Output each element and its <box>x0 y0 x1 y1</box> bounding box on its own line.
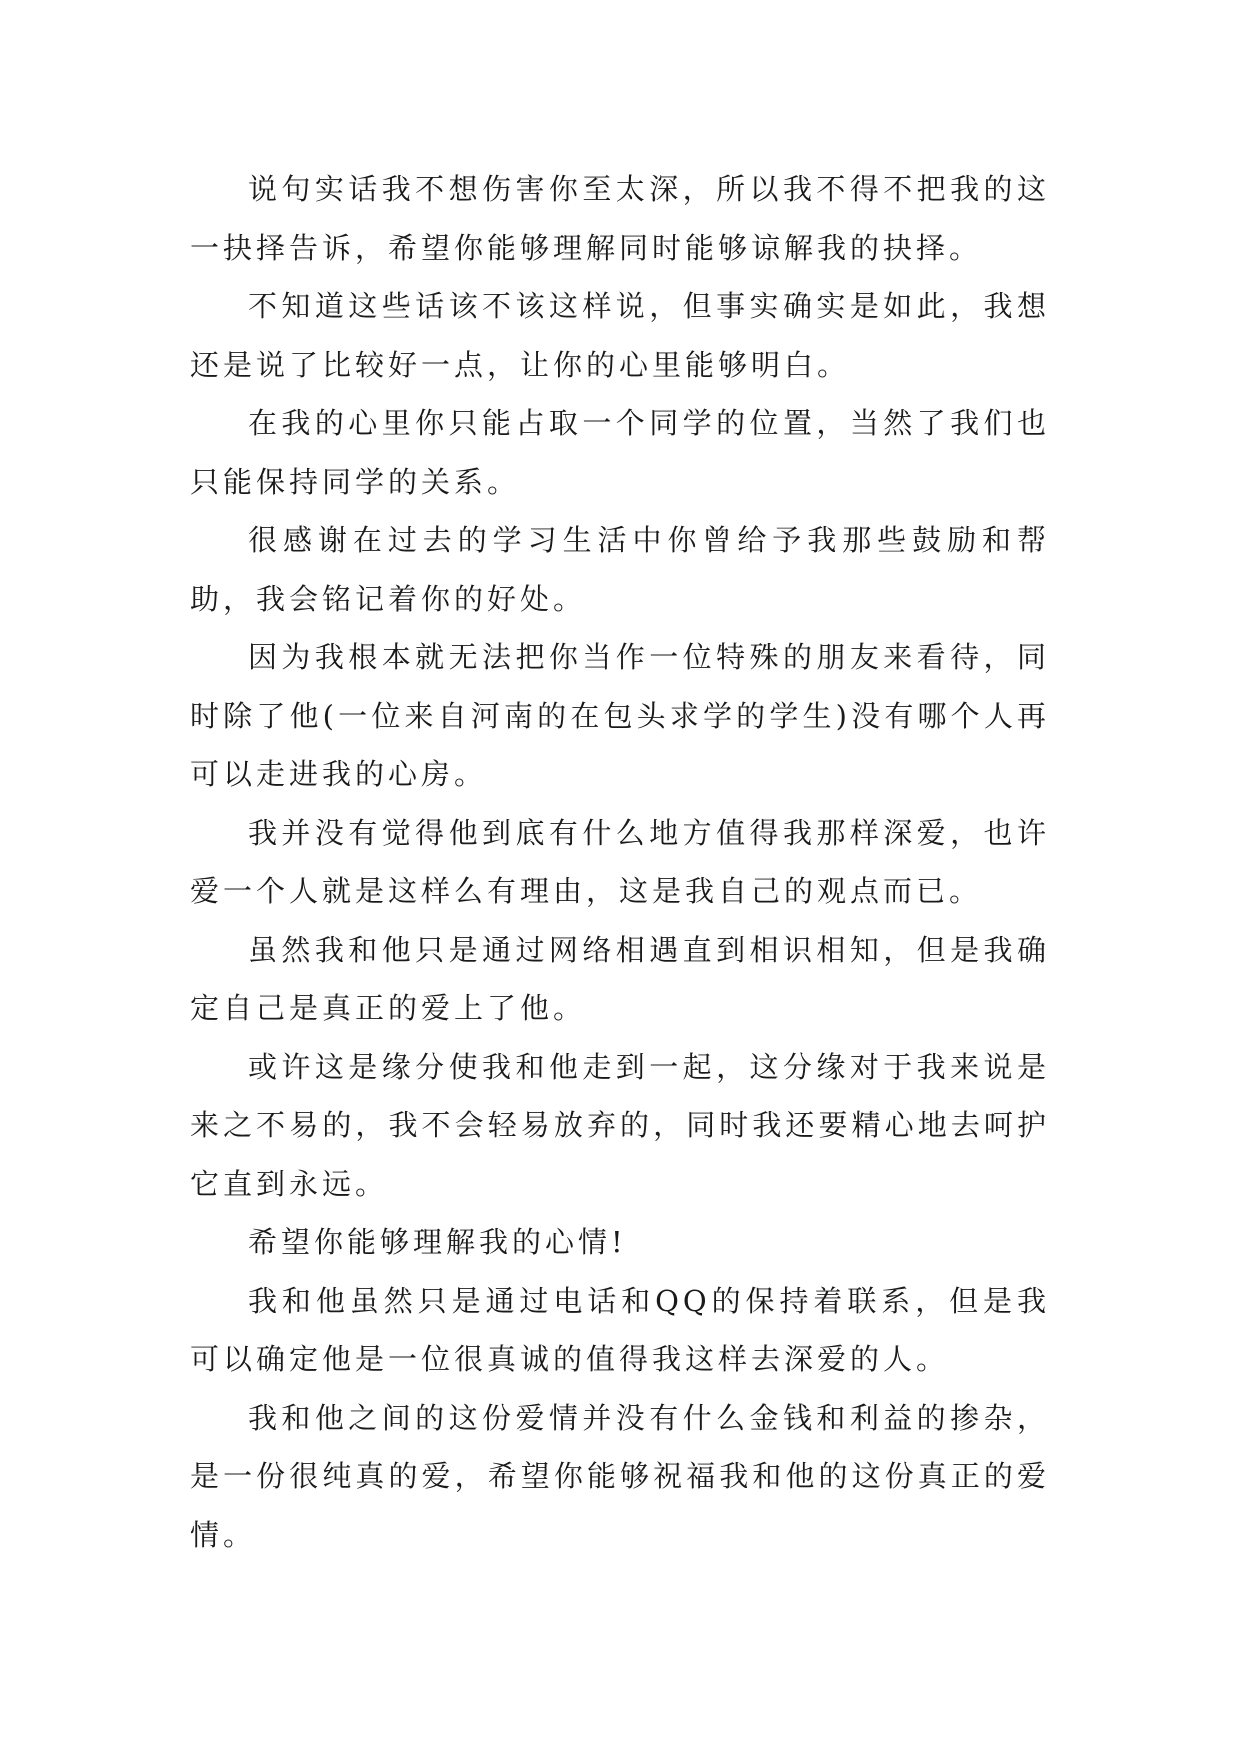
paragraph: 说句实话我不想伤害你至太深，所以我不得不把我的这一抉择告诉，希望你能够理解同时能够谅解我的抉择。 <box>190 172 1050 265</box>
paragraph: 在我的心里你只能占取一个同学的位置，当然了我们也只能保持同学的关系。 <box>190 406 1050 499</box>
document-body <box>190 160 1050 1564</box>
paragraph: 我和他之间的这份爱情并没有什么金钱和利益的掺杂，是一份很纯真的爱，希望你能够祝福我和他的这份真正的爱情。 <box>190 1400 1050 1552</box>
paragraph: 虽然我和他只是通过网络相遇直到相识相知，但是我确定自己是真正的爱上了他。 <box>190 932 1050 1025</box>
paragraph: 我并没有觉得他到底有什么地方值得我那样深爱，也许爱一个人就是这样么有理由，这是我自己的观点而已。 <box>190 815 1050 908</box>
paragraph: 或许这是缘分使我和他走到一起，这分缘对于我来说是来之不易的，我不会轻易放弃的，同时我还要精心地去呵护它直到永远。 <box>190 1049 1050 1201</box>
paragraph: 很感谢在过去的学习生活中你曾给予我那些鼓励和帮助，我会铭记着你的好处。 <box>190 523 1050 616</box>
paragraph: 因为我根本就无法把你当作一位特殊的朋友来看待，同时除了他(一位来自河南的在包头求学的学生)没有哪个人再可以走进我的心房。 <box>190 640 1050 791</box>
paragraph: 不知道这些话该不该这样说，但事实确实是如此，我想还是说了比较好一点，让你的心里能够明白。 <box>190 289 1050 382</box>
paragraph: 希望你能够理解我的心情! <box>248 1225 627 1259</box>
paragraph: 我和他虽然只是通过电话和QQ的保持着联系，但是我可以确定他是一位很真诚的值得我这样去深爱的人。 <box>190 1283 1050 1376</box>
